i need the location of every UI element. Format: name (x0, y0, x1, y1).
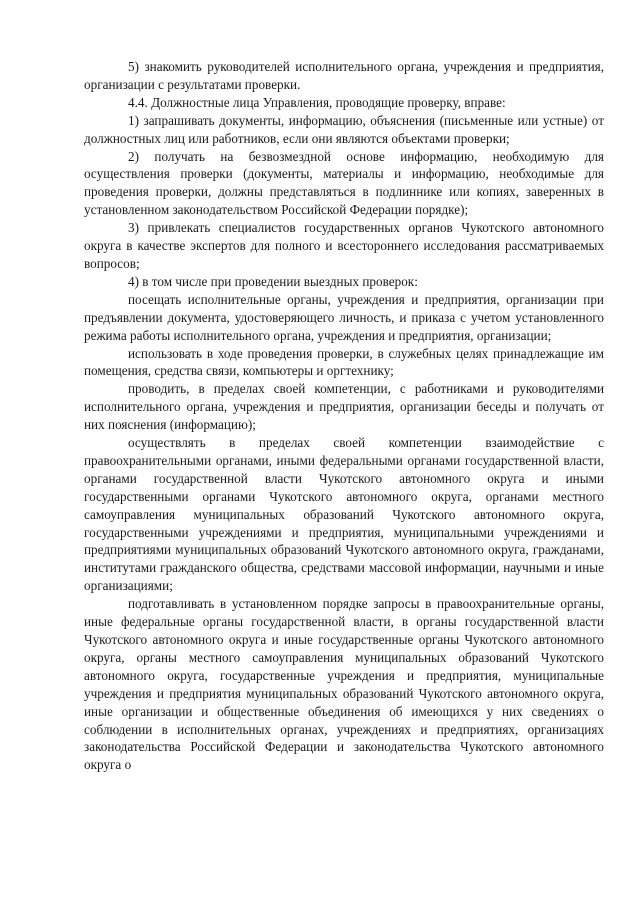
paragraph-item-4-field-inspections: 4) в том числе при проведении выездных проверок: (128, 273, 418, 289)
paragraph-item-2-receive-information: 2) получать на безвозмездной основе информацию, необходимую для осуществления проверки (документы, материалы и информацию, необходимые для проведения проверки, должны представляться в подлиннике или копиях, заверенных в установленном законодательством Российской Федерации порядке); (84, 148, 604, 218)
paragraph-conduct-conversations: проводить, в пределах своей компетенции, с работниками и руководителями исполнительного органа, учреждения и предприятия, организации беседы и получать от них пояснения (информацию); (84, 381, 604, 433)
paragraph-section-4-4-heading: 4.4. Должностные лица Управления, проводящие проверку, вправе: (128, 94, 506, 110)
paragraph-item-5-familiarize: 5) знакомить руководителей исполнительного органа, учреждения и предприятия, организации с результатами проверки. (84, 59, 604, 92)
paragraph-prepare-requests: подготавливать в установленном порядке запросы в правоохранительные органы, иные федеральные органы государственной власти, в органы государственной власти Чукотского автономного округа и иные государственные органы Чукотского автономного округа, органы местного самоуправления муниципальных образований Чукотского автономного округа, государственные учреждения и предприятия, муниципальные учреждения и предприятия муниципальных образований Чукотского автономного округа, иные организации и общественные объединения об имеющихся у них сведениях о соблюдении в исполнительных органах, учреждениях и предприятиях, организациях законодательства Российской Федерации и законодательства Чукотского автономного округа о (84, 596, 604, 773)
paragraph-use-premises: использовать в ходе проведения проверки, в служебных целях принадлежащие им помещения, средства связи, компьютеры и оргтехнику; (84, 345, 604, 379)
document-page (84, 58, 604, 774)
paragraph-item-1-request-documents: 1) запрашивать документы, информацию, объяснения (письменные или устные) от должностных лиц или работников, если они являются объектами проверки; (84, 112, 604, 146)
paragraph-item-3-involve-specialists: 3) привлекать специалистов государственных органов Чукотского автономного округа в качестве экспертов для полного и всестороннего исследования рассматриваемых вопросов; (84, 220, 604, 271)
paragraph-interact-with-bodies: осуществлять в пределах своей компетенции взаимодействие с правоохранительными органами, иными федеральными органами государственной власти, органами государственной власти Чукотского автономного округа и иными государственными органами Чукотского автономного округа, органами местного самоуправления муниципальных образований Чукотского автономного округа, государственными учреждениями и предприятия, муниципальными учреждениями и предприятиями муниципальных образований Чукотского автономного округа, гражданами, институтами гражданского общества, средствами массовой информации, научными и иные организациями; (84, 435, 604, 594)
paragraph-visit-organs: посещать исполнительные органы, учреждения и предприятия, организации при предъявлении документа, удостоверяющего личность, и приказа с учетом установленного режима работы исполнительного органа, учреждения и предприятия, организации; (84, 291, 604, 343)
